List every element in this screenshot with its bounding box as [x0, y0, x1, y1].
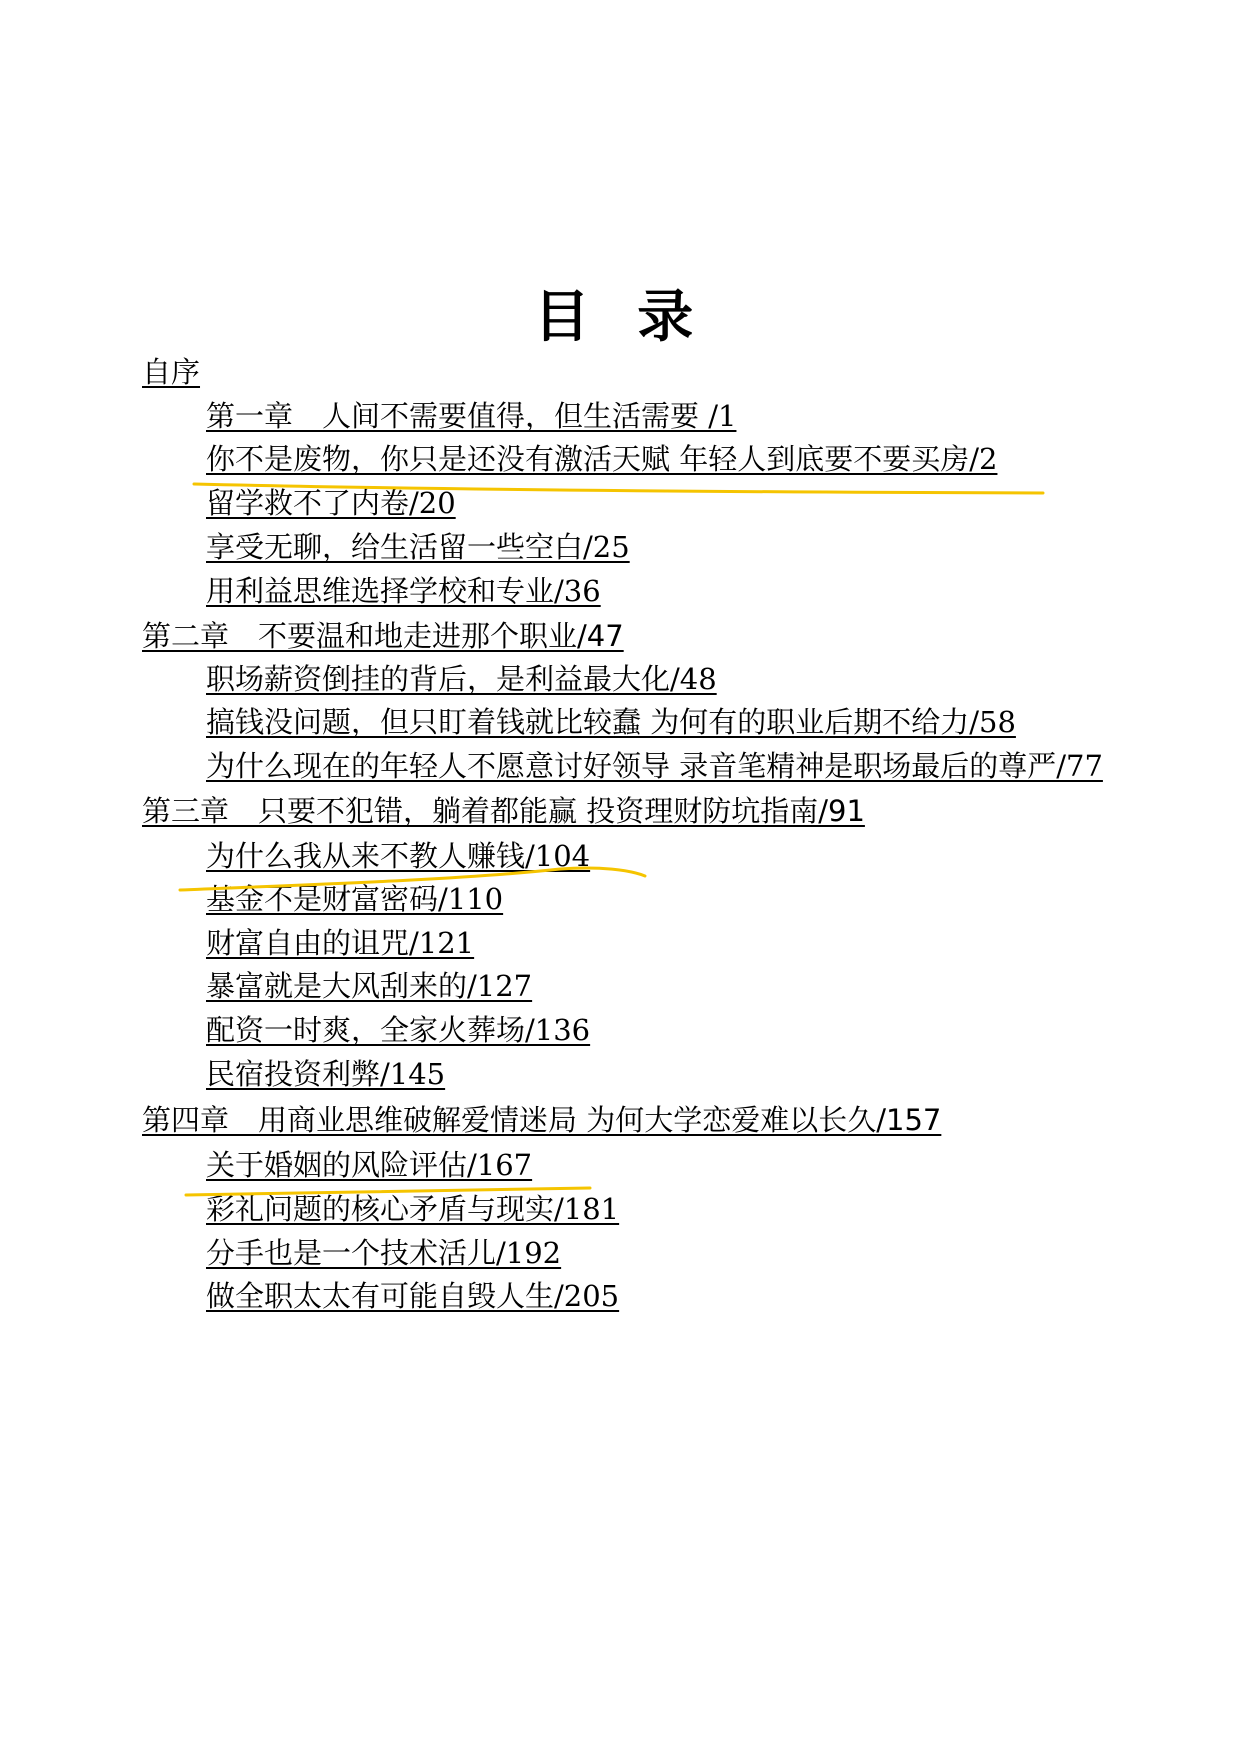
toc-entry[interactable]: 留学救不了内卷/20	[206, 486, 456, 520]
toc-entry-chapter-4[interactable]: 第四章 用商业思维破解爱情迷局 为何大学恋爱难以长久/157	[142, 1103, 942, 1137]
toc-entry[interactable]: 关于婚姻的风险评估/167	[206, 1148, 533, 1182]
toc-entry[interactable]: 你不是废物，你只是还没有激活天赋 年轻人到底要不要买房/2	[206, 442, 998, 476]
toc-entry-chapter-1[interactable]: 第一章 人间不需要值得，但生活需要 /1	[206, 399, 737, 433]
toc-entry[interactable]: 做全职太太有可能自毁人生/205	[206, 1279, 620, 1313]
toc-entry[interactable]: 为什么现在的年轻人不愿意讨好领导 录音笔精神是职场最后的尊严/77	[206, 749, 1103, 783]
toc-entry-preface[interactable]: 自序	[142, 355, 201, 389]
toc-entry[interactable]: 用利益思维选择学校和专业/36	[206, 574, 601, 608]
toc-entry[interactable]: 民宿投资利弊/145	[206, 1057, 446, 1091]
toc-entry[interactable]: 分手也是一个技术活儿/192	[206, 1236, 562, 1270]
page-title: 目 录	[533, 285, 708, 350]
toc-entry[interactable]: 享受无聊，给生活留一些空白/25	[206, 530, 630, 564]
toc-entry[interactable]: 彩礼问题的核心矛盾与现实/181	[206, 1192, 620, 1226]
toc-entry[interactable]: 搞钱没问题，但只盯着钱就比较蠢 为何有的职业后期不给力/58	[206, 705, 1016, 739]
toc-entry[interactable]: 职场薪资倒挂的背后，是利益最大化/48	[206, 662, 717, 696]
toc-entry[interactable]: 基金不是财富密码/110	[206, 882, 504, 916]
toc-entry[interactable]: 配资一时爽，全家火葬场/136	[206, 1013, 591, 1047]
toc-entry[interactable]: 财富自由的诅咒/121	[206, 926, 475, 960]
toc-entry-chapter-3[interactable]: 第三章 只要不犯错，躺着都能赢 投资理财防坑指南/91	[142, 794, 865, 828]
toc-entry[interactable]: 为什么我从来不教人赚钱/104	[206, 839, 591, 873]
toc-entry[interactable]: 暴富就是大风刮来的/127	[206, 969, 533, 1003]
toc-entry-chapter-2[interactable]: 第二章 不要温和地走进那个职业/47	[142, 619, 624, 653]
